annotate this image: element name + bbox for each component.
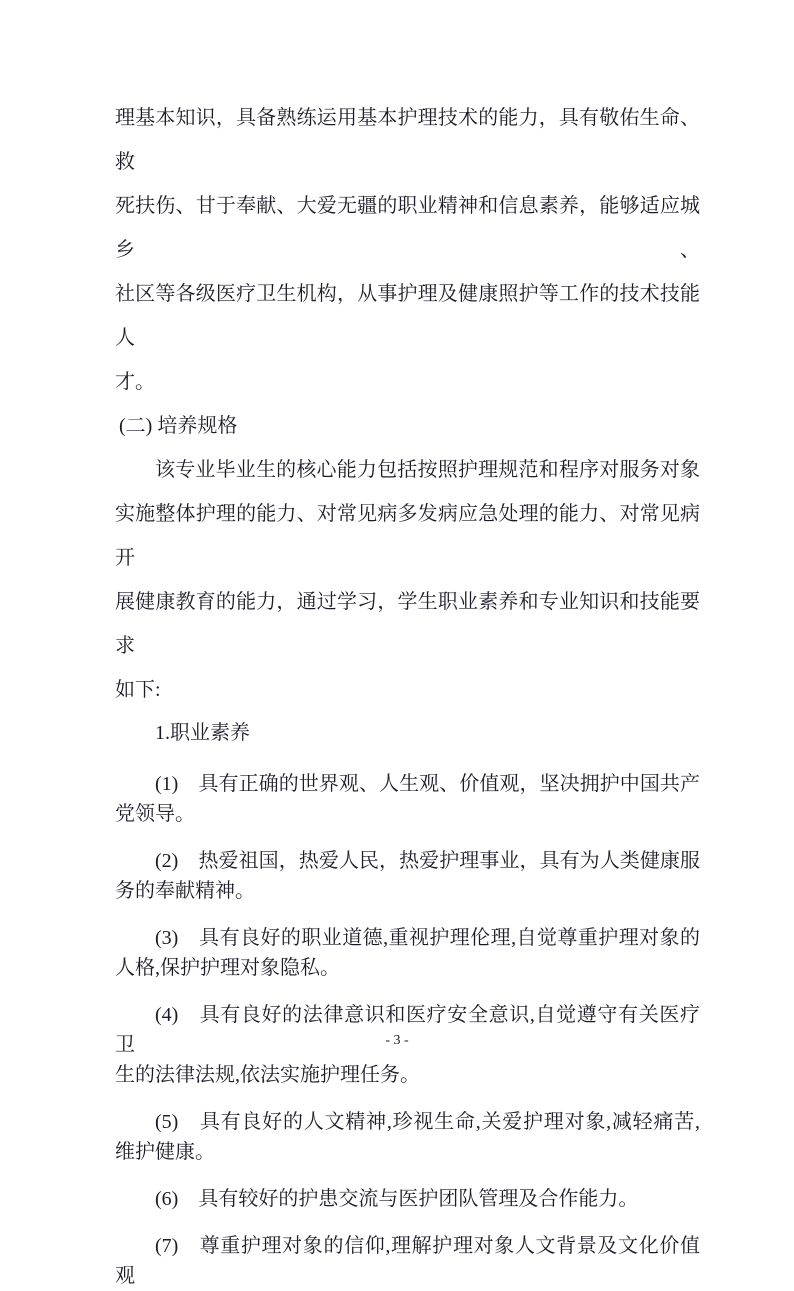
item-text-line: (3) 具有良好的职业道德,重视护理伦理,自觉尊重护理对象的 xyxy=(155,927,700,949)
document-page xyxy=(115,96,700,1291)
list-item-6 xyxy=(115,1184,700,1214)
paragraph-core-abilities xyxy=(115,448,700,712)
item-text-line: (6) 具有较好的护患交流与医护团队管理及合作能力。 xyxy=(155,1188,639,1210)
body-text-line: 死扶伤、甘于奉献、大爱无疆的职业精神和信息素养，能够适应城乡、 xyxy=(115,195,700,261)
body-text-line: 社区等各级医疗卫生机构，从事护理及健康照护等工作的技术技能人 xyxy=(115,283,700,349)
item-text-line: (4) 具有良好的法律意识和医疗安全意识,自觉遵守有关医疗卫 xyxy=(115,1004,700,1056)
item-text-line: (7) 尊重护理对象的信仰,理解护理对象人文背景及文化价值观 xyxy=(115,1235,700,1287)
item-text-line: 维护健康。 xyxy=(115,1141,215,1163)
page-number: - 3 - xyxy=(385,1033,409,1048)
list-item-1 xyxy=(115,769,700,829)
list-item-5 xyxy=(115,1107,700,1167)
list-item-7 xyxy=(115,1231,700,1291)
body-text-line: 该专业毕业生的核心能力包括按照护理规范和程序对服务对象 xyxy=(155,459,700,481)
body-text-line: 如下: xyxy=(115,679,161,701)
paragraph-training-objective-continuation xyxy=(115,96,700,404)
item-text-line: (5) 具有良好的人文精神,珍视生命,关爱护理对象,减轻痛苦, xyxy=(155,1111,700,1133)
section-heading-training-specification: (二) 培养规格 xyxy=(119,415,238,437)
list-item-3 xyxy=(115,923,700,983)
body-text-line: 理基本知识，具备熟练运用基本护理技术的能力，具有敬佑生命、救 xyxy=(115,107,700,173)
item-text-line: 党领导。 xyxy=(115,803,195,825)
body-text-line: 实施整体护理的能力、对常见病多发病应急处理的能力、对常见病开 xyxy=(115,503,700,569)
subsection-heading-professional-quality: 1.职业素养 xyxy=(155,722,250,744)
item-text-line: 人格,保护护理对象隐私。 xyxy=(115,957,340,979)
item-text-line: 生的法律法规,依法实施护理任务。 xyxy=(115,1064,420,1086)
body-text-line: 才。 xyxy=(115,371,155,393)
item-text-line: (1) 具有正确的世界观、人生观、价值观，坚决拥护中国共产 xyxy=(155,773,700,795)
item-text-line: (2) 热爱祖国，热爱人民，热爱护理事业，具有为人类健康服 xyxy=(155,850,700,872)
item-text-line: 务的奉献精神。 xyxy=(115,880,255,902)
body-text-line: 展健康教育的能力，通过学习，学生职业素养和专业知识和技能要求 xyxy=(115,591,700,657)
list-item-2 xyxy=(115,846,700,906)
